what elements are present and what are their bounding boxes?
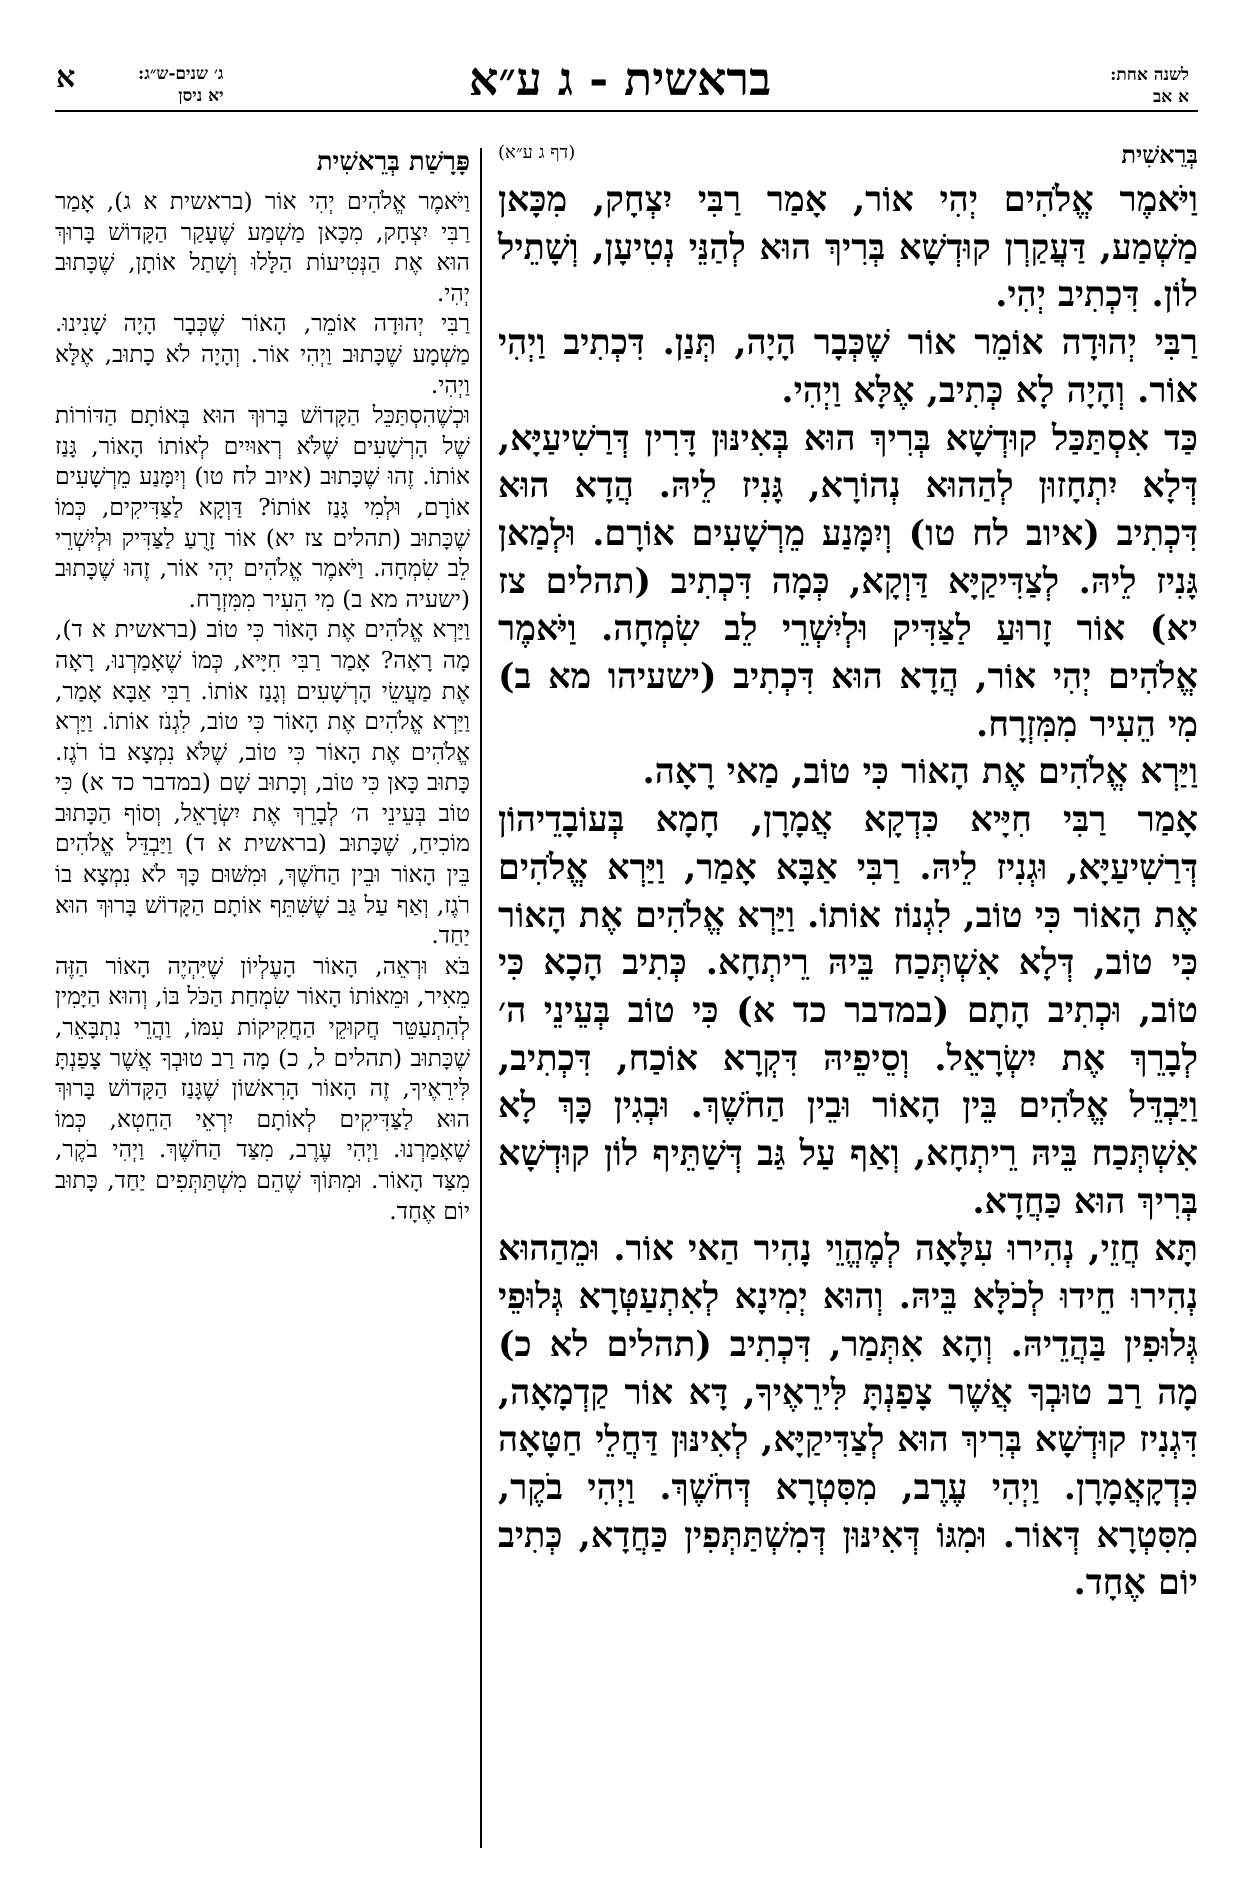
main-paragraph: וַיֹּאמֶר אֱלֹהִים יְהִי אוֹר, אָמַר רַבִּי יִצְחָק, מִכָּאן מַשְׁמַע, דַּעֲקַרְן קוּדְשָׁא בְּרִיךְ הוּא לְהַנֵּי נְטִיעָן, וְשָׁתֵיל לוֹן. דִּכְתִיב יְהִי. [498,179,1198,316]
page-title: בראשית - ג ע״א [468,52,772,106]
translation-column [55,144,470,1226]
schedule-three-years-date: יא ניסן [178,86,224,106]
side-section-title: פָּרָשַׁת בְּרֵאשִׁית [316,147,470,177]
aramaic-text [498,176,1198,1607]
side-paragraph: וּכְשֶׁהִסְתַּכֵּל הַקָּדוֹשׁ בָּרוּךְ הוּא בְּאוֹתָם הַדּוֹרוֹת שֶׁל הָרְשָׁעִים שֶׁלֹּא רְאוּיִים לְאוֹתוֹ הָאוֹר, גָּנַז אוֹתוֹ. זֶהוּ שֶׁכָּתוּב (איוב לח טו) וְיִמָּנַע מֵרְשָׁעִים אוֹרָם, וּלְמִי גָּנַז אוֹתוֹ? דַּוְקָא לַצַּדִּיקִים, כְּמוֹ שֶׁכָּתוּב (תהלים צז יא) אוֹר זָרֻעַ לַצַּדִּיק וּלְיִשְׁרֵי לֵב שִׂמְחָה. וַיֹּאמֶר אֱלֹהִים יְהִי אוֹר, זֶהוּ שֶׁכָּתוּב (ישעיה מא ב) מִי הֵעִיר מִמִּזְרָח. [55,401,470,613]
hebrew-translation-text [55,186,470,1226]
side-paragraph: בֹּא וּרְאֵה, הָאוֹר הָעֶלְיוֹן שֶׁיִּהְיֶה הָאוֹר הַזֶּה מֵאִיר, וּמֵאוֹתוֹ הָאוֹר שִׂמְחַת הַכֹּל בּוֹ, וְהוּא הַיָּמִין לְהִתְעַטֵּר חֲקוּקֵי הַחֲקִיקוֹת עִמּוֹ, וַהֲרֵי נִתְבָּאֵר, שֶׁכָּתוּב (תהלים ל, כ) מָה רַב טוּבְךָ אֲשֶׁר צָפַנְתָּ לִּירֵאֶיךָ, זֶה הָאוֹר הָרִאשׁוֹן שֶׁגָּנַז הַקָּדוֹשׁ בָּרוּךְ הוּא לַצַּדִּיקִים לְאוֹתָם יִרְאֵי הַחֵטְא, כְּמוֹ שֶׁאָמַרְנוּ. וַיְהִי עֶרֶב, מִצַּד הַחֹשֶׁךְ. וַיְהִי בֹקֶר, מִצַּד הָאוֹר. וּמִתּוֹךְ שֶׁהֵם מִשְׁתַּתְּפִים יַחַד, כָּתוּב יוֹם אֶחָד. [55,951,470,1225]
schedule-one-year-date: א אב [1153,87,1189,107]
schedule-three-years-label: ג׳ שנים-ש״ג: [138,64,224,84]
schedule-three-years [138,63,224,107]
header-rule [55,110,1198,112]
main-paragraph: אָמַר רַבִּי חִיָּיא כִּדְקָא אֲמָרָן, חָמָא בְּעוֹבָדֵיהוֹן דְּרַשִׁיעַיָּא, וּגְנִיז לֵיהּ. רַבִּי אַבָּא אָמַר, וַיַּרְא אֱלֹהִים אֶת הָאוֹר כִּי טוֹב, לִגְנוֹז אוֹתוֹ. וַיַּרְא אֱלֹהִים אֶת הָאוֹר כִּי טוֹב, דְּלָא אִשְׁתְּכַח בֵּיהּ רֵיתְחָא. כְּתִיב הָכָא כִּי טוֹב, וּכְתִיב הָתָם (במדבר כד א) כִּי טוֹב בְּעֵינֵי ה׳ לְבָרֵךְ אֶת יִשְׂרָאֵל. וְסֵיפֵיהּ דִּקְרָא אוֹכַח, דִּכְתִיב, וַיַּבְדֵּל אֱלֹהִים בֵּין הָאוֹר וּבֵין הַחֹשֶׁךְ. וּבְגִין כָּךְ לָא אִשְׁתְּכַח בֵּיהּ רֵיתְחָא, וְאַף עַל גַּב דְּשַׁתֵּיף לוֹן קוּדְשָׁא בְּרִיךְ הוּא כַּחֲדָא. [498,799,1198,1222]
schedule-one-year-label: לשנה אחת: [1110,65,1189,85]
main-paragraph: וַיַּרְא אֱלֹהִים אֶת הָאוֹר כִּי טוֹב, מַאי רָאָה. [642,751,1198,793]
main-paragraph: כַּד אִסְתַּכַּל קוּדְשָׁא בְּרִיךְ הוּא בְּאִינּוּן דָּרִין דְּרַשִׁיעַיָּא, דְּלָא יִתְחָזוּן לְהַהוּא נְהוֹרָא, גָּנִיז לֵיהּ. הֲדָא הוּא דִּכְתִיב (איוב לח טו) וְיִמָּנַע מֵרְשָׁעִים אוֹרָם. וּלְמַאן גָּנִיז לֵיהּ. לְצַדִּיקַיָּא דַּוְקָא, כְּמָה דִּכְתִיב (תהלים צז יא) אוֹר זָרוּעַ לַצַּדִּיק וּלְיִשְׁרֵי לֵב שִׂמְחָה. וַיֹּאמֶר אֱלֹהִים יְהִי אוֹר, הֲדָא הוּא דִּכְתִיב (ישעיהו מא ב) מִי הֵעִיר מִמִּזְרָח. [498,417,1198,745]
main-paragraph: רַבִּי יְהוּדָה אוֹמֵר אוֹר שֶׁכְּבָר הָיָה, תְּנַן. דִּכְתִיב וַיְהִי אוֹר. וְהָיָה לָא כְּתִיב, אֶלָּא וַיְהִי. [498,322,1198,411]
schedule-one-year [1110,64,1189,108]
page-letter: א [56,60,76,95]
daf-reference: (דף ג ע״א) [498,142,576,163]
main-column [498,136,1198,1607]
side-paragraph: וַיֹּאמֶר אֱלֹהִים יְהִי אוֹר (בראשית א ג), אָמַר רַבִּי יִצְחָק, מִכָּאן מַשְׁמַע שֶׁעָקַר הַקָּדוֹשׁ בָּרוּךְ הוּא אֶת הַנְּטִיעוֹת הַלָּלוּ וְשָׁתַל אוֹתָן, שֶׁכָּתוּב יְהִי. [55,187,470,307]
column-divider [480,148,482,1848]
side-paragraph: רַבִּי יְהוּדָה אוֹמֵר, הָאוֹר שֶׁכְּבָר הָיָה שָׁנִינוּ. מַשְׁמָע שֶׁכָּתוּב וַיְהִי אוֹר. וְהָיָה לֹא כָתוּב, אֶלָּא וַיְהִי. [55,309,470,399]
main-section-title: בְּרֵאשִׁית [1121,140,1198,169]
main-paragraph: תָּא חֲזֵי, נְהִירוּ עִלָּאָה לְמֶהֱוֵי נָהִיר הַאי אוֹר. וּמֵהַהוּא נְהִירוּ חֵידוּ לְכֹלָּא בֵּיהּ. וְהוּא יְמִינָא לְאִתְעַטְּרָא גְּלוּפֵי גְּלוּפִין בַּהֲדֵיהּ. וְהָא אִתְּמַר, דִּכְתִיב (תהלים לא כ) מָה רַב טוּבְךָ אֲשֶׁר צָפַנְתָּ לִּירֵאֶיךָ, דָּא אוֹר קַדְמָאָה, דִּגְנִיז קוּדְשָׁא בְּרִיךְ הוּא לְצַדִּיקַיָּא, לְאִינּוּן דַּחֲלֵי חַטָּאָה כִּדְקָאֲמָרָן. וַיְהִי עֶרֶב, מִסִּטְרָא דְּחֹשֶׁךְ. וַיְהִי בֹקֶר, מִסִּטְרָא דְּאוֹר. וּמִגּוֹ דְּאִינּוּן דְּמִשְׁתַּתְּפִין כַּחֲדָא, כְּתִיב יוֹם אֶחָד. [498,1228,1198,1604]
main-column-header [498,136,1198,176]
side-paragraph: וַיַּרְא אֱלֹהִים אֶת הָאוֹר כִּי טוֹב (בראשית א ד), מָה רָאָה? אָמַר רַבִּי חִיָּיא, כְּמוֹ שֶׁאָמַרְנוּ, רָאָה אֶת מַעֲשֵׂי הָרְשָׁעִים וְגָנַז אוֹתוֹ. רַבִּי אַבָּא אָמַר, וַיַּרְא אֱלֹהִים אֶת הָאוֹר כִּי טוֹב, לִגְנֹז אוֹתוֹ. וַיַּרְא אֱלֹהִים אֶת הָאוֹר כִּי טוֹב, שֶׁלֹּא נִמְצָא בוֹ רֹגֶז. כָּתוּב כָּאן כִּי טוֹב, וְכָתוּב שָׁם (במדבר כד א) כִּי טוֹב בְּעֵינֵי ה׳ לְבָרֵךְ אֶת יִשְׂרָאֵל, וְסוֹף הַכָּתוּב מוֹכִיחַ, שֶׁכָּתוּב (בראשית א ד) וַיַּבְדֵּל אֱלֹהִים בֵּין הָאוֹר וּבֵין הַחֹשֶׁךְ, וּמִשּׁוּם כָּךְ לֹא נִמְצָא בוֹ רֹגֶז, וְאַף עַל גַּב שֶׁשִּׁתֵּף אוֹתָם הַקָּדוֹשׁ בָּרוּךְ הוּא יַחַד. [55,615,470,950]
